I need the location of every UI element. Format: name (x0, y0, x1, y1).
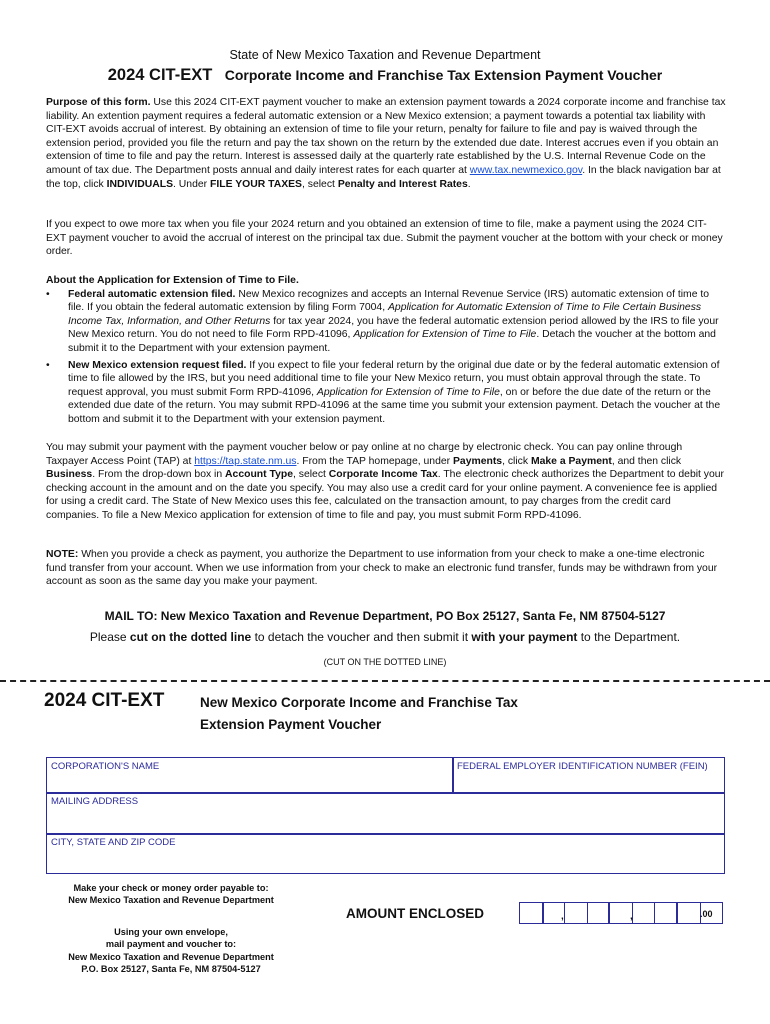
payments-label: Payments (452, 455, 503, 467)
cut-bold: with your payment (471, 630, 578, 644)
envelope-line: P.O. Box 25127, Santa Fe, NM 87504-5127 (81, 964, 261, 975)
cut-bold: cut on the dotted line (129, 630, 252, 644)
purpose-text: Use this 2024 CIT-EXT payment voucher to make an extension payment towards a 2024 corporate income and franchise tax liability. An extention payment requires a federal automatic extension or a New Mexico extension; a payment towards a potential tax liability with CIT-EXT avoids accrual of interest. By obtaining an extension of time to file your return, penalty for failure to file and pay is waived through the extension period, provided you file the return and pay the tax shown on the return by the extended due date. Interest accrues even if you obtain an extension of time to file and pay the return. Interest is assessed daily at the quarterly rate established by the U.S. Internal Revenue Code on the amount of tax due. The Department posts annual and daily interest rates for each quarter at (46, 97, 726, 176)
payable-line: New Mexico Taxation and Revenue Department (68, 895, 274, 906)
federal-extension-bullet (46, 288, 726, 356)
pay-text: . From the drop-down box in (92, 469, 226, 481)
nm-extension-bullet (46, 359, 726, 427)
form-title (0, 66, 770, 85)
bullet-text: , on or before the due date of the return or the extended due date of the return. You may submit RPD-41096 at the same time you submit your extension payment. Detach the voucher at the bottom and submit it to the Department with your extension payment. (68, 386, 721, 425)
amount-digit-box[interactable] (633, 903, 656, 923)
corporation-name-field[interactable] (46, 757, 454, 794)
note-label: NOTE: (46, 549, 79, 560)
account-type-label: Account Type (225, 469, 293, 481)
bullet-label: New Mexico extension request filed. (68, 359, 247, 371)
voucher-form-id: 2024 CIT-EXT (44, 690, 165, 711)
mailing-address-field[interactable] (46, 792, 725, 835)
bullet-text: New Mexico recognizes and accepts an Internal Revenue Service (IRS) automatic extension of time to file. If you obtain the federal automatic extension by filing Form 7004, (68, 288, 710, 314)
envelope-line: Using your own envelope, (114, 927, 228, 937)
amount-separator-bar (542, 902, 544, 924)
mail-to-address: MAIL TO: New Mexico Taxation and Revenue Department, PO Box 25127, Santa Fe, NM 87504-5127 (104, 609, 666, 623)
purpose-text: . (467, 178, 471, 190)
payable-instructions (46, 882, 296, 907)
cut-label: (CUT ON THE DOTTED LINE) (323, 657, 447, 667)
cut-text: Please (89, 630, 130, 644)
voucher-title-line2: Extension Payment Voucher (200, 717, 382, 732)
cut-instructions (0, 630, 770, 644)
city-state-zip-label: CITY, STATE AND ZIP CODE (51, 837, 176, 848)
bullet-dot: • (46, 288, 50, 300)
cut-text: to the Department. (577, 630, 681, 644)
thousands-comma: , (561, 911, 564, 922)
purpose-text: . Under (173, 178, 210, 190)
amount-digit-box[interactable] (655, 903, 678, 923)
amount-separator-bar (608, 902, 610, 924)
mailing-address-label: MAILING ADDRESS (51, 796, 139, 807)
corporation-name-label: CORPORATION'S NAME (51, 761, 160, 772)
payment-paragraph (46, 441, 726, 523)
about-extension-section (46, 274, 726, 427)
amount-separator-bar (676, 902, 678, 924)
amount-digit-box[interactable] (520, 903, 543, 923)
purpose-paragraph (46, 96, 726, 191)
about-heading: About the Application for Extension of Time to File. (46, 275, 299, 286)
pay-text: . The electronic check authorizes the Department to debit your checking account in the amount and on the date you specify. You may also use a credit card for your online payment. A convenience fee is applied for using a credit card. The State of New Mexico uses this fee, calculated on the transaction amount, to pay charges from the credit card companies. To file a New Mexico application for extension of time to file and pay, you must submit Form RPD-41096. (46, 469, 725, 521)
individuals-label: INDIVIDUALS (106, 178, 174, 190)
cut-text: to detach the voucher and then submit it (251, 630, 472, 644)
envelope-line: mail payment and voucher to: (105, 939, 237, 950)
envelope-line: New Mexico Taxation and Revenue Department (68, 951, 274, 962)
penalty-label: Penalty and Interest Rates (337, 178, 468, 190)
purpose-text: , select (302, 178, 338, 190)
note-text: When you provide a check as payment, you authorize the Department to use information from your check to make a one-time electronic fund transfer from your account. When we use information from your check to make an electronic fund transfer, funds may be withdrawn from your account as soon as the same day you make your payment. (46, 549, 718, 588)
thousands-comma: , (630, 911, 633, 922)
agency-name: State of New Mexico Taxation and Revenue Department (229, 48, 541, 62)
expect-paragraph: If you expect to owe more tax when you file your 2024 return and you obtained an extension of time to file, make a payment using the 2024 CIT-EXT payment voucher to avoid the accrual of interest on the principal tax due. Submit the payment voucher at the bottom with your check or money order. (46, 219, 723, 258)
amount-enclosed-field[interactable] (519, 902, 723, 924)
rpd-41096-title: Application for Extension of Time to File (316, 386, 500, 398)
amount-cents: .00 (700, 909, 713, 919)
file-taxes-label: FILE YOUR TAXES (210, 178, 302, 190)
pay-text: , click (502, 455, 531, 467)
bullet-label: Federal automatic extension filed. (68, 288, 236, 300)
bullet-text: . Detach the voucher at the bottom and submit it to the Department with your extension payment. (68, 329, 716, 354)
pay-text: . From the TAP homepage, under (296, 455, 453, 467)
business-label: Business (46, 469, 93, 481)
amount-digit-box[interactable] (678, 903, 701, 923)
bullet-dot: • (46, 359, 50, 371)
voucher-title-line1: New Mexico Corporate Income and Franchise Tax (200, 695, 518, 710)
note-paragraph (46, 548, 726, 589)
pay-text: , and then click (611, 455, 682, 467)
tap-link[interactable]: https://tap.state.nm.us (194, 455, 297, 467)
corporate-income-tax-label: Corporate Income Tax (328, 469, 438, 481)
amount-enclosed-label: AMOUNT ENCLOSED (346, 906, 484, 921)
pay-text: You may submit your payment with the payment voucher below or pay online at no charge by electronic check. You can pay online through Taxpayer Access Point (TAP) at (46, 442, 683, 467)
rpd-41096-title: Application for Extension of Time to File (353, 329, 537, 341)
form-7004-title: Application for Automatic Extension of Time to File Certain Business Income Tax, Information, and Other Returns (68, 302, 702, 327)
form-id: 2024 CIT-EXT (107, 66, 213, 84)
purpose-text: . In the black navigation bar at the top, click (46, 164, 721, 190)
amount-digit-box[interactable] (565, 903, 588, 923)
form-name: Corporate Income and Franchise Tax Extension Payment Voucher (224, 67, 663, 83)
bullet-text: If you expect to file your federal return by the original due date or by the federal automatic extension of time to file allowed by the IRS, but you need additional time to file your New Mexico return, you must obtain approval through the state. To request approval, you must submit Form RPD-41096, (68, 359, 720, 398)
city-state-zip-field[interactable] (46, 833, 725, 874)
fein-label: FEDERAL EMPLOYER IDENTIFICATION NUMBER (FEIN) (457, 761, 708, 772)
envelope-instructions (46, 926, 296, 976)
pay-text: , select (292, 469, 329, 481)
make-payment-label: Make a Payment (530, 455, 612, 467)
purpose-label: Purpose of this form. (46, 97, 151, 108)
payable-line: Make your check or money order payable to: (73, 883, 269, 893)
fein-field[interactable] (452, 757, 725, 794)
amount-digit-box[interactable] (588, 903, 611, 923)
dotted-cut-line (0, 680, 770, 682)
bullet-text: for tax year 2024, you have the federal automatic extension period allowed by the IRS to file your New Mexico return. You do not need to file Form RPD-41096, (68, 315, 719, 341)
tax-website-link[interactable]: www.tax.newmexico.gov (469, 164, 583, 176)
